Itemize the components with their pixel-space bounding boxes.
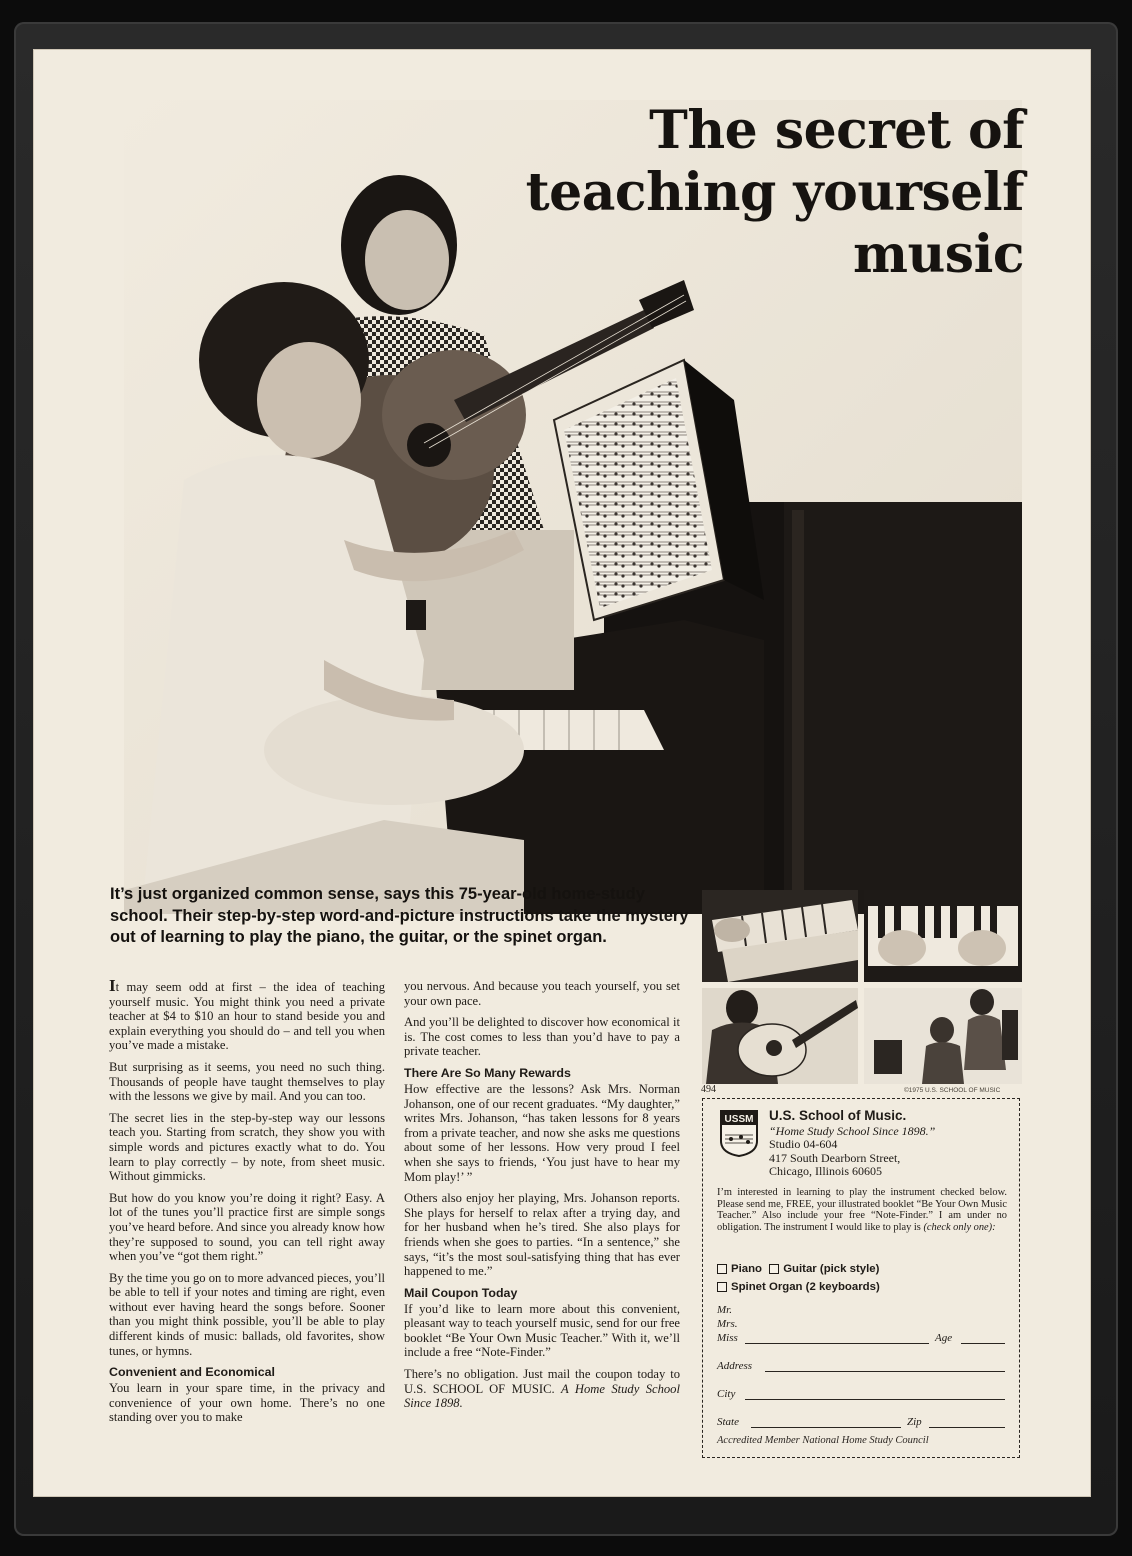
mrs-label: Mrs. — [717, 1318, 738, 1330]
guitar-checkbox[interactable] — [769, 1264, 779, 1274]
address-line: 417 South Dearborn Street, — [769, 1150, 901, 1165]
lead-paragraph: It’s just organized common sense, says this 75-year-old home-study school. Their step-by-step word-and-picture instructions take the mystery out of learning to play the piano, the guitar, or the spinet organ. — [110, 885, 689, 946]
paragraph: But how do you know you’re doing it right? Easy. A lot of the tunes you’ll practice first are simple songs you’ve heard before. And since you already know how they’re supposed to sound, you can tell right away when you’ve “got them right.” — [109, 1190, 385, 1264]
state-zip-field[interactable] — [717, 1415, 1005, 1429]
organ-checkbox[interactable] — [717, 1282, 727, 1292]
mail-coupon — [702, 1098, 1020, 1458]
city-field[interactable] — [717, 1387, 1005, 1401]
body-column-2 — [404, 979, 680, 1418]
request-instruction: (check only one): — [923, 1221, 996, 1233]
copyright-notice: ©1975 U.S. SCHOOL OF MUSIC — [904, 1087, 1001, 1094]
option-label: Spinet Organ (2 keyboards) — [731, 1281, 880, 1293]
address-line-input[interactable] — [765, 1371, 1005, 1372]
zip-label: Zip — [907, 1416, 922, 1428]
paragraph: If you’d like to learn more about this convenient, pleasant way to teach yourself music, send for our free booklet “Be Your Own Music Teacher.” With it, we’ll include a free “Note-Finder.” — [404, 1301, 680, 1360]
request-text — [717, 1187, 1007, 1233]
address-field[interactable] — [717, 1359, 1005, 1373]
city-line[interactable] — [745, 1399, 1005, 1400]
body-column-1 — [109, 976, 385, 1432]
paragraph — [109, 976, 385, 1053]
option-spinet-organ[interactable] — [717, 1279, 880, 1295]
request-body: I’m interested in learning to play the instrument checked below. Please send me, FREE, your illustrated booklet “Be Your Own Music Teacher.” Also include your free “Note-Finder.” I am under no obligation. The instrument I would like to play is — [717, 1187, 1007, 1233]
zip-line[interactable] — [929, 1427, 1005, 1428]
school-name: U.S. School of Music. — [769, 1108, 907, 1123]
subheading: There Are So Many Rewards — [404, 1065, 571, 1080]
accreditation-note: Accredited Member National Home Study Council — [717, 1435, 929, 1446]
paragraph: Others also enjoy her playing, Mrs. Johanson reports. She plays for herself to relax after a trying day, and for her husband when he’s tired. She also plays for friends when she goes to parties. “In a sentence,” she says, “it’s the most soul-satisfying thing that has ever happened to me.” — [404, 1191, 680, 1279]
headline-line-1: The secret of — [649, 100, 1024, 161]
headline-line-3: music — [852, 224, 1024, 285]
paragraph — [404, 1367, 680, 1411]
age-label: Age — [935, 1332, 953, 1344]
paragraph-text: t may seem odd at first – the idea of teaching yourself music. You might think you need a private teacher at $4 to $10 an hour to stand beside you and explain everything you should do – and tell you when you’ve made a mistake. — [109, 980, 385, 1053]
paragraph: The secret lies in the step-by-step way our lessons teach you. Starting from scratch, they show you with simple words and pictures exactly what to do. You learn to play correctly – by note, from sheet music. Without gimmicks. — [109, 1110, 385, 1184]
paragraph: You learn in your spare time, in the privacy and convenience of your own home. There’s no one standing over you to make — [109, 1381, 385, 1425]
mr-label-row — [717, 1303, 1005, 1317]
paragraph: By the time you go on to more advanced pieces, you’ll be able to tell if your notes and timing are right, even without ever having heard the songs before. Sooner than you might think possible, you’ll be able to play different kinds of music: ballads, old favorites, show tunes, or hymns. — [109, 1270, 385, 1358]
headline — [504, 100, 1024, 286]
ussm-logo — [719, 1109, 759, 1157]
mr-label: Mr. — [717, 1304, 732, 1316]
slogan-text: A Home Study School Since 1898. — [404, 1381, 680, 1411]
address-line: Chicago, Illinois 60605 — [769, 1164, 882, 1179]
instrument-photos — [702, 890, 1022, 1084]
option-label: Piano — [731, 1263, 763, 1275]
option-guitar[interactable] — [769, 1261, 879, 1277]
drop-cap: I — [109, 976, 116, 995]
mrs-label-row — [717, 1317, 1005, 1331]
headline-line-2: teaching yourself — [525, 162, 1024, 223]
subheading: Convenient and Economical — [109, 1365, 275, 1380]
children-photo — [864, 988, 1022, 1084]
state-label: State — [717, 1416, 739, 1428]
miss-label: Miss — [717, 1332, 738, 1344]
name-field[interactable] — [717, 1331, 1005, 1345]
city-label: City — [717, 1388, 736, 1400]
instrument-options — [717, 1261, 1013, 1297]
piano-checkbox[interactable] — [717, 1264, 727, 1274]
paragraph-text: There’s no obligation. Just mail the coupon today to U.S. SCHOOL OF MUSIC. — [404, 1367, 680, 1396]
state-line[interactable] — [751, 1427, 901, 1428]
guitar-photo — [702, 988, 858, 1084]
paragraph: But surprising as it seems, you need no such thing. Thousands of people have taught themselves to play with the lessons we give by mail. And you can too. — [109, 1059, 385, 1104]
age-line[interactable] — [961, 1343, 1005, 1344]
organ-photo — [702, 890, 858, 982]
logo-text: USSM — [724, 1114, 754, 1125]
piano-photo — [864, 890, 1022, 982]
paragraph: How effective are the lessons? Ask Mrs. Norman Johanson, one of our recent graduates. “My daughter,” writes Mrs. Johanson, “has taken lessons for 8 years from a private teacher, and now she asks me questions about some of her lessons. How very proud I feel when she says to friends, ‘You just have to hear my Mom play!’ ” — [404, 1081, 680, 1184]
address-label: Address — [717, 1360, 753, 1372]
option-label: Guitar (pick style) — [783, 1263, 880, 1275]
school-slogan: “Home Study School Since 1898.” — [769, 1123, 936, 1138]
address-line: Studio 04-604 — [769, 1137, 838, 1152]
name-line[interactable] — [745, 1343, 929, 1344]
paragraph: And you’ll be delighted to discover how economical it is. The cost comes to less than you’d have to pay a private teacher. — [404, 1015, 680, 1059]
option-piano[interactable] — [717, 1261, 762, 1277]
magazine-page — [34, 50, 1090, 1496]
paragraph: you nervous. And because you teach yourself, you set your own pace. — [404, 979, 680, 1008]
subheading: Mail Coupon Today — [404, 1285, 518, 1300]
school-address-block — [769, 1109, 1009, 1179]
page-number: 494 — [701, 1084, 716, 1095]
